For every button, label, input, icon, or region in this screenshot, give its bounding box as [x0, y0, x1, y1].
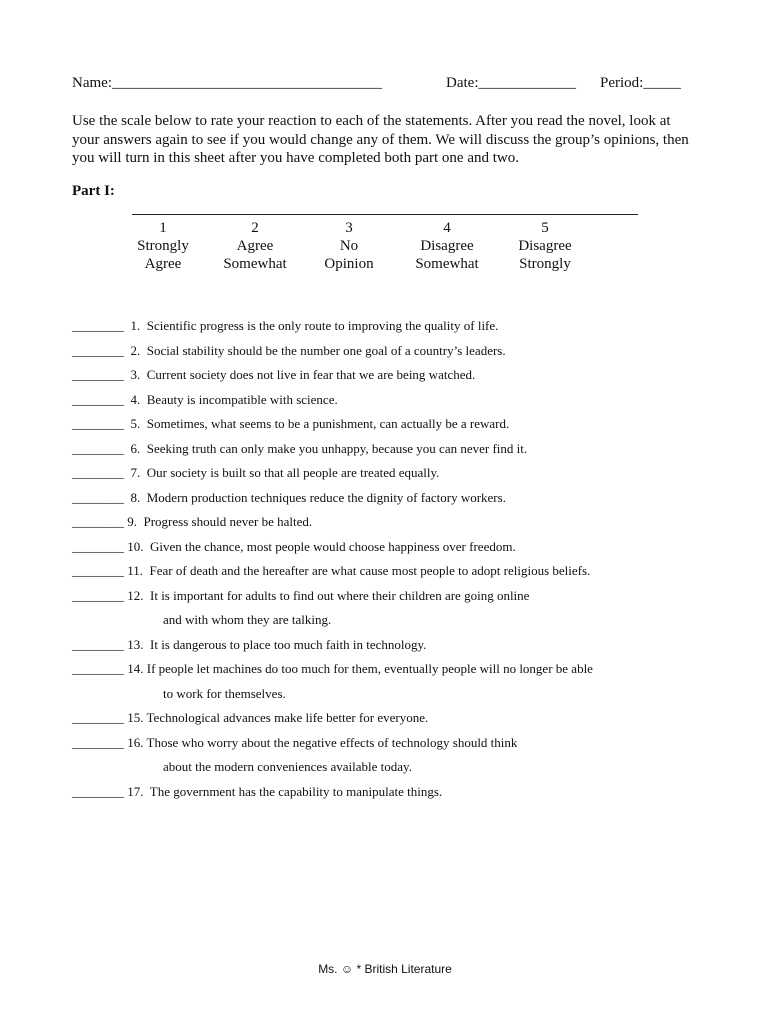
statement-number: 6. — [124, 440, 141, 456]
statement-item — [72, 486, 712, 511]
scale-number: 5 — [541, 220, 549, 236]
statement-number: 13. — [124, 636, 144, 652]
statement-item — [72, 510, 712, 535]
statement-number: 9. — [124, 514, 137, 529]
statement-item — [72, 461, 712, 486]
scale-label-line1: Disagree — [420, 238, 474, 254]
statement-number: 17. — [124, 783, 144, 799]
answer-blank[interactable]: ________ — [72, 636, 124, 652]
statement-line — [72, 388, 712, 413]
statement-line — [72, 437, 712, 462]
statement-item — [72, 559, 712, 584]
scale-number: 1 — [159, 220, 167, 236]
scale-label-line2: Strongly — [519, 256, 571, 272]
statement-line — [72, 486, 712, 511]
scale-label-line1: No — [339, 238, 359, 254]
statement-text: It is important for adults to find out where their children are going online — [143, 587, 530, 603]
statement-line — [72, 731, 712, 756]
statement-text: Given the chance, most people would choose happiness over freedom. — [143, 538, 516, 554]
statement-number: 11. — [124, 563, 144, 578]
scale-label-line1: Strongly — [137, 238, 189, 254]
statement-item — [72, 437, 712, 462]
answer-blank[interactable]: ________ — [72, 342, 124, 358]
statement-number: 3. — [124, 367, 141, 382]
statement-text: Social stability should be the number one goal of a country’s leaders. — [140, 342, 506, 358]
statement-line — [72, 706, 712, 731]
answer-blank[interactable]: ________ — [72, 783, 124, 799]
scale-rule — [132, 214, 638, 215]
statement-number: 7. — [124, 465, 141, 480]
statement-item — [72, 584, 712, 633]
scale-number: 2 — [251, 220, 259, 236]
statement-text: Modern production techniques reduce the dignity of factory workers. — [140, 489, 506, 505]
statement-line — [72, 339, 712, 364]
statement-number: 10. — [124, 538, 144, 554]
statement-text: It is dangerous to place too much faith in technology. — [143, 636, 427, 652]
answer-blank[interactable]: ________ — [72, 587, 124, 603]
statement-list — [72, 314, 712, 804]
scale-label-line2: Opinion — [324, 256, 374, 272]
page-footer: Ms. ☺ * British Literature — [318, 962, 452, 976]
statement-line — [72, 535, 712, 560]
statement-text: Beauty is incompatible with science. — [140, 391, 338, 407]
statement-number: 2. — [124, 342, 141, 358]
statement-line — [72, 461, 712, 486]
statement-line — [72, 633, 712, 658]
scale-option-1 — [113, 219, 213, 273]
statement-number: 5. — [124, 416, 141, 431]
statement-item — [72, 363, 712, 388]
answer-blank[interactable]: ________ — [72, 734, 124, 750]
statement-text: If people let machines do too much for them, eventually people will no longer be able — [143, 661, 593, 676]
scale-number: 4 — [443, 220, 451, 236]
statement-continuation: and with whom they are talking. — [163, 612, 332, 627]
answer-blank[interactable]: ________ — [72, 514, 124, 529]
answer-blank[interactable]: ________ — [72, 416, 124, 431]
statement-text: Seeking truth can only make you unhappy, because you can never find it. — [140, 440, 528, 456]
scale-option-5 — [495, 219, 595, 273]
statement-line — [72, 780, 712, 805]
statement-number: 14. — [124, 661, 144, 676]
statement-item — [72, 731, 712, 780]
statement-number: 8. — [124, 489, 141, 505]
answer-blank[interactable]: ________ — [72, 465, 124, 480]
statement-item — [72, 535, 712, 560]
statement-item — [72, 314, 712, 339]
statement-line — [72, 584, 712, 609]
statement-continuation: to work for themselves. — [163, 685, 286, 701]
part-label: Part I: — [72, 183, 115, 199]
statement-text: Progress should never be halted. — [137, 514, 313, 529]
statement-text: Technological advances make life better for everyone. — [143, 710, 429, 725]
statement-line — [72, 559, 712, 584]
statement-line — [72, 657, 712, 682]
scale-label-line2: Somewhat — [415, 256, 479, 272]
statement-item — [72, 633, 712, 658]
answer-blank[interactable]: ________ — [72, 710, 124, 725]
statement-text: Current society does not live in fear that we are being watched. — [140, 367, 476, 382]
statement-line — [72, 314, 712, 339]
scale-label-line1: Agree — [236, 238, 274, 254]
answer-blank[interactable]: ________ — [72, 489, 124, 505]
statement-item — [72, 657, 712, 706]
statement-text: Our society is built so that all people are treated equally. — [140, 465, 440, 480]
statement-continuation: about the modern conveniences available today. — [163, 759, 412, 774]
statement-number: 4. — [124, 391, 141, 407]
scale-option-3 — [299, 219, 399, 273]
scale-option-2 — [205, 219, 305, 273]
statement-text: The government has the capability to manipulate things. — [143, 783, 443, 799]
answer-blank[interactable]: ________ — [72, 538, 124, 554]
statement-line — [72, 363, 712, 388]
statement-number: 1. — [124, 318, 141, 333]
statement-number: 16. — [124, 734, 144, 750]
instructions-paragraph: Use the scale below to rate your reaction to each of the statements. After you read the novel, look at your answers again to see if you would change any of them. We will discuss the group’s opinions, then you will turn in this sheet after you have completed both part one and two. — [72, 113, 689, 166]
answer-blank[interactable]: ________ — [72, 367, 124, 382]
statement-item — [72, 388, 712, 413]
name-field[interactable]: Name:____________________________________ — [72, 75, 382, 91]
statement-item — [72, 706, 712, 731]
statement-text: Sometimes, what seems to be a punishment, can actually be a reward. — [140, 416, 510, 431]
answer-blank[interactable]: ________ — [72, 391, 124, 407]
scale-number: 3 — [345, 220, 353, 236]
statement-item — [72, 339, 712, 364]
scale-option-4 — [397, 219, 497, 273]
statement-text: Fear of death and the hereafter are what cause most people to adopt religious beliefs. — [143, 563, 591, 578]
statement-line — [72, 510, 712, 535]
statement-item — [72, 412, 712, 437]
answer-blank[interactable]: ________ — [72, 661, 124, 676]
scale-label-line2: Somewhat — [223, 256, 287, 272]
answer-blank[interactable]: ________ — [72, 563, 124, 578]
statement-line — [72, 412, 712, 437]
statement-number: 12. — [124, 587, 144, 603]
statement-item — [72, 780, 712, 805]
statement-text: Scientific progress is the only route to improving the quality of life. — [140, 318, 499, 333]
scale-label-line1: Disagree — [518, 238, 572, 254]
statement-number: 15. — [124, 710, 144, 725]
period-field[interactable]: Period:_____ — [600, 75, 681, 91]
answer-blank[interactable]: ________ — [72, 318, 124, 333]
answer-blank[interactable]: ________ — [72, 440, 124, 456]
statement-text: Those who worry about the negative effects of technology should think — [143, 734, 518, 750]
date-field[interactable]: Date:_____________ — [446, 75, 576, 91]
scale-label-line2: Agree — [144, 256, 182, 272]
